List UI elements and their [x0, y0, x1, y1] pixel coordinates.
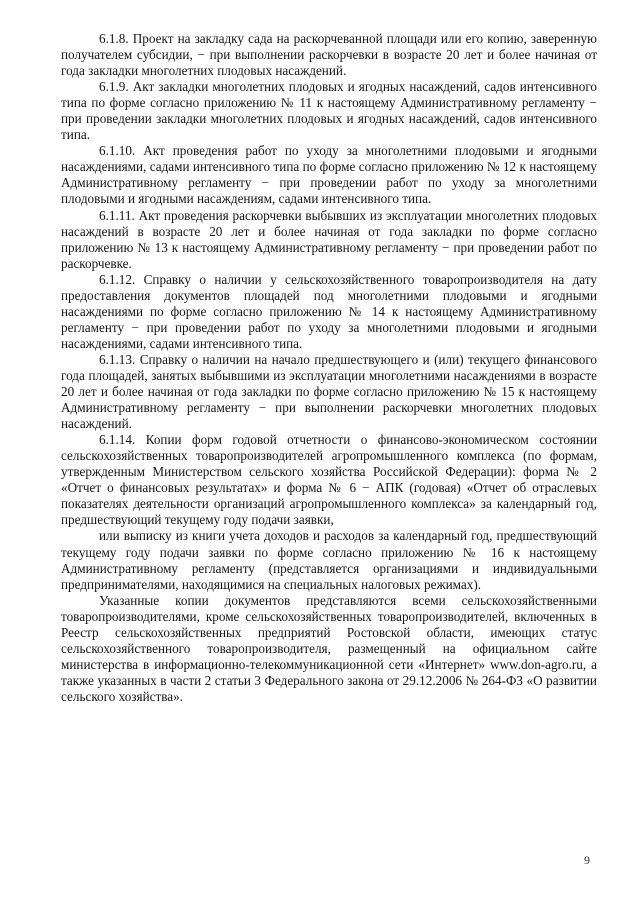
paragraph-6-1-12: 6.1.12. Справку о наличии у сельскохозяйственного товаропроизводителя на дату предоставления документов площадей под многолетними плодовыми и ягодными насаждениями по форме согласно приложению № 14 к настоящему Административному регламенту − при проведении работ по уходу за многолетними плодовыми и ягодными насаждениями, садами интенсивного типа. [61, 271, 597, 351]
document-body [61, 31, 597, 705]
paragraph-6-1-11: 6.1.11. Акт проведения раскорчевки выбывших из эксплуатации многолетних плодовых насаждений в возрасте 20 лет и более начиная от года закладки по форме согласно приложению № 13 к настоящему Административному регламенту − при проведении работ по раскорчевке. [61, 207, 597, 271]
paragraph-6-1-14: 6.1.14. Копии форм годовой отчетности о финансово-экономическом состоянии сельскохозяйственных товаропроизводителей агропромышленного комплекса (по формам, утвержденным Министерством сельского хозяйства Российской Федерации): форма № 2 «Отчет о финансовых результатах» и форма № 6 − АПК (годовая) «Отчет об отраслевых показателях деятельности организаций агропромышленного комплекса» за календарный год, предшествующий текущему году подачи заявки, [61, 432, 597, 528]
paragraph-submission-note: Указанные копии документов представляются всеми сельскохозяйственными товаропроизводителями, кроме сельскохозяйственных товаропроизводителей, включенных в Реестр сельскохозяйственных предприятий Ростовской области, имеющих статус сельскохозяйственного товаропроизводителя, размещенный на официальном сайте министерства в информационно-телекоммуникационной сети «Интернет» www.don-agro.ru, а также указанных в части 2 статьи 3 Федерального закона от 29.12.2006 № 264-ФЗ «О развитии сельского хозяйства». [61, 592, 597, 704]
paragraph-6-1-9: 6.1.9. Акт закладки многолетних плодовых и ягодных насаждений, садов интенсивного типа по форме согласно приложению № 11 к настоящему Административному регламенту − при проведении закладки многолетних плодовых и ягодных насаждений, садов интенсивного типа. [61, 79, 597, 143]
page-number: 9 [584, 853, 590, 867]
paragraph-6-1-13: 6.1.13. Справку о наличии на начало предшествующего и (или) текущего финансового года площадей, занятых выбывшими из эксплуатации многолетними насаждениями в возрасте 20 лет и более начиная от года закладки по форме согласно приложению № 15 к настоящему Административному регламенту − при выполнении раскорчевки многолетних плодовых насаждений. [61, 351, 597, 432]
paragraph-6-1-8: 6.1.8. Проект на закладку сада на раскорчеванной площади или его копию, заверенную получателем субсидии, − при выполнении раскорчевки в возрасте 20 лет и более начиная от года закладки многолетних плодовых насаждений. [61, 31, 597, 79]
paragraph-alternative-extract: или выписку из книги учета доходов и расходов за календарный год, предшествующий текущему году подачи заявки по форме согласно приложению № 16 к настоящему Административному регламенту (представляется организациями и индивидуальными предпринимателями, находящимися на специальных налоговых режимах). [61, 528, 597, 592]
paragraph-6-1-10: 6.1.10. Акт проведения работ по уходу за многолетними плодовыми и ягодными насаждениями, садами интенсивного типа по форме согласно приложению № 12 к настоящему Административному регламенту − при проведении работ по уходу за многолетними плодовыми и ягодными насаждениям, садами интенсивного типа. [61, 143, 597, 207]
